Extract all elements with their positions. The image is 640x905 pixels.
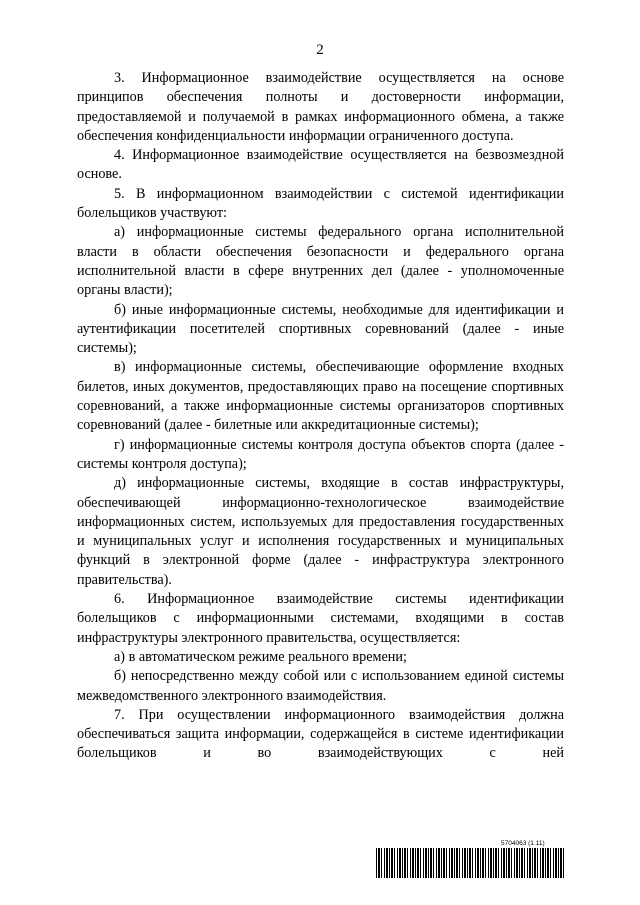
paragraph-5v: в) информационные системы, обеспечивающие оформление входных билетов, иных документов, предоставляющих право на посещение спортивных соревнований, а также информационные системы организаторов спортивных соревнований (далее - билетные или аккредитационные системы);	[77, 359, 564, 434]
paragraph-3: 3. Информационное взаимодействие осуществляется на основе принципов обеспечения полноты и достоверности информации, предоставляемой и получаемой в рамках информационного обмена, а также обеспечения конфиденциальности информации ограниченного доступа.	[77, 70, 564, 144]
barcode	[376, 848, 566, 878]
paragraph-6: 6. Информационное взаимодействие системы идентификации болельщиков с информационными системами, входящими в состав инфраструктуры электронного правительства, осуществляется:	[77, 591, 564, 646]
paragraph-5a: а) информационные системы федерального органа исполнительной власти в области обеспечения безопасности и федерального органа исполнительной власти в сфере внутренних дел (далее - уполномоченные органы власти);	[77, 224, 564, 299]
document-code: 5704063 (1.11)	[501, 840, 545, 847]
paragraph-5b: б) иные информационные системы, необходимые для идентификации и аутентификации посетителей спортивных соревнований (далее - иные системы);	[77, 301, 564, 357]
paragraph-6a: а) в автоматическом режиме реального времени;	[114, 648, 407, 665]
document-body	[77, 69, 564, 764]
paragraph-5g: г) информационные системы контроля доступа объектов спорта (далее - системы контроля доступа);	[77, 436, 564, 472]
paragraph-5: 5. В информационном взаимодействии с системой идентификации болельщиков участвуют:	[77, 185, 564, 222]
paragraph-6b: б) непосредственно между собой или с использованием единой системы межведомственного электронного взаимодействия.	[77, 668, 564, 704]
page-number: 2	[316, 42, 324, 58]
paragraph-7: 7. При осуществлении информационного взаимодействия должна обеспечиваться защита информации, содержащейся в системе идентификации болельщиков и во взаимодействующих с ней	[77, 706, 564, 762]
paragraph-4: 4. Информационное взаимодействие осуществляется на безвозмездной основе.	[77, 147, 564, 183]
paragraph-5d: д) информационные системы, входящие в состав инфраструктуры, обеспечивающей информационно-технологическое взаимодействие информационных систем, используемых для предоставления государственных и муниципальных услуг и исполнения государственных и муниципальных функций в электронной форме (далее - инфраструктура электронного правительства).	[77, 475, 564, 588]
